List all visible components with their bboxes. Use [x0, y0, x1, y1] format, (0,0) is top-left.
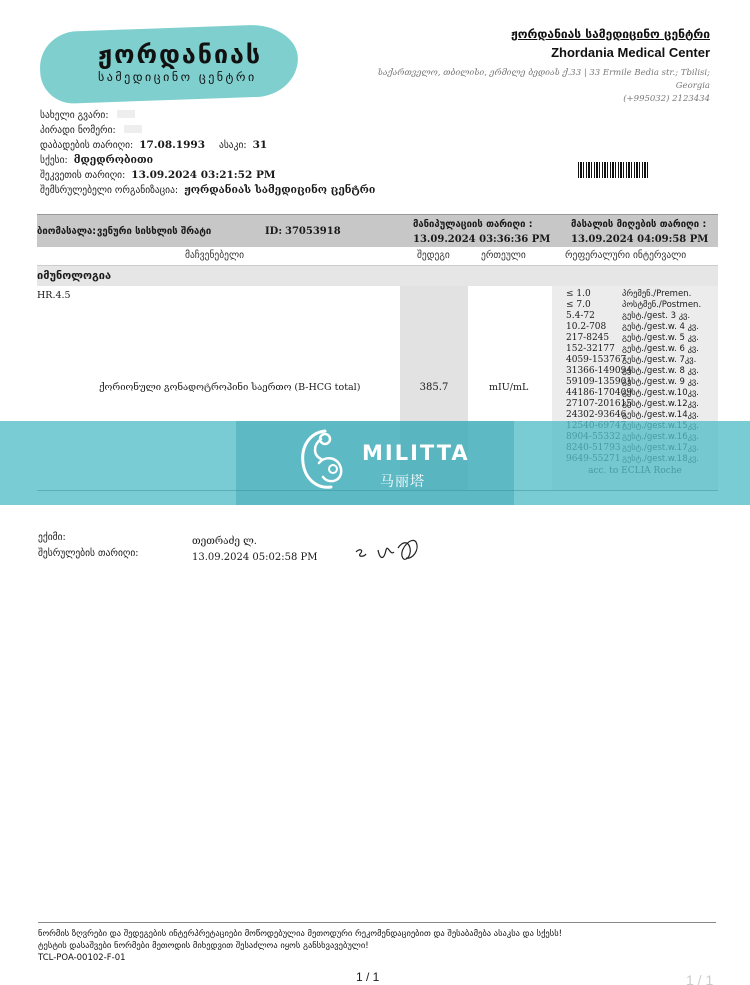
watermark-mother-child-icon [295, 425, 353, 495]
manip-date-value: 13.09.2024 03:36:36 PM [413, 234, 551, 245]
column-headers [37, 247, 718, 266]
dob-value: 17.08.1993 [139, 139, 206, 151]
reference-label: გესტ./gest.w.10კვ. [622, 388, 699, 398]
age-label: ასაკი: [219, 140, 247, 151]
reference-line [552, 300, 718, 311]
name-label: სახელი გვარი: [40, 110, 109, 121]
test-code: HR.4.5 [37, 290, 71, 301]
table-header-band [37, 214, 718, 247]
order-date-label: შეკვეთის თარიღი: [40, 170, 126, 181]
test-unit: mIU/mL [489, 382, 529, 393]
sample-label: ბიომასალა: [37, 226, 97, 237]
reference-label: გესტ./gest.w. 8 კვ. [622, 366, 699, 376]
reference-range: 152-32177 [566, 344, 615, 354]
reference-label: გესტ./gest.w.12კვ. [622, 399, 699, 409]
watermark-brand-cn: 马丽塔 [380, 474, 425, 490]
reference-label: პოსტმენ./Postmen. [622, 300, 702, 310]
exec-date-value: 13.09.2024 05:02:58 PM [192, 552, 318, 563]
section-immunology: იმუნოლოგია [37, 266, 718, 286]
id-label: პირადი ნომერი: [40, 125, 116, 136]
page-number-ghost: 1 / 1 [686, 972, 714, 985]
reference-range: ≤ 7.0 [566, 300, 591, 310]
reference-line [552, 388, 718, 399]
doctor-signature [350, 530, 436, 570]
reference-line [552, 366, 718, 377]
reference-range: 27107-201615 [566, 399, 633, 409]
reference-line [552, 377, 718, 388]
footer-note-1: ნორმის ზღვრები და შედეგების ინტერპრეტაციები მოწოდებულია მეთოდური რეკომენდაციებით და შესაბამება ასაკსა და სქესს! [38, 929, 563, 939]
redacted-id [124, 125, 142, 133]
reference-label: გესტ./gest.w. 4 კვ. [622, 322, 699, 332]
org-address: საქართველო, თბილისი, ერმილე ბედიას ქ.33 | 33 Ermile Bedia str.; Tbilisi; Georgia [377, 68, 710, 91]
org-label: შემსრულებელი ორგანიზაცია: [40, 185, 179, 196]
reference-range: 217-8245 [566, 333, 610, 343]
doctor-value: თეთრაძე ლ. [192, 536, 257, 547]
reference-label: გესტ./gest.w. 6 კვ. [622, 344, 699, 354]
col-indicator: მაჩვენებელი [185, 250, 245, 261]
org-value: ჟორდანიას სამედიცინო ცენტრი [184, 184, 376, 196]
manip-date-label: მანიპულაციის თარიღი : [413, 219, 533, 230]
reference-label: გესტ./gest.w. 7კვ. [622, 355, 697, 365]
id-label: ID: [265, 226, 283, 237]
logo-title: ჟორდანიას [98, 40, 263, 69]
watermark-brand: MILITTA [362, 441, 470, 465]
reference-label: გესტ./gest.w. 5 კვ. [622, 333, 699, 343]
reference-label: გესტ./gest.w.14კვ. [622, 410, 699, 420]
reference-line [552, 289, 718, 300]
document-code: TCL-POA-00102-F-01 [38, 953, 126, 963]
sex-label: სქესი: [40, 155, 68, 166]
footer-divider [38, 922, 716, 923]
reference-line [552, 355, 718, 366]
redacted-name [117, 110, 135, 118]
reference-label: გესტ./gest. 3 კვ. [622, 311, 691, 321]
footer-notes [38, 928, 562, 964]
patient-info [40, 108, 440, 198]
reference-range: 5.4-72 [566, 311, 595, 321]
exec-date-label: შესრულების თარიღი: [38, 548, 139, 559]
reference-range: ≤ 1.0 [566, 289, 591, 299]
doctor-label: ექიმი: [38, 532, 66, 543]
id-value: 37053918 [285, 226, 341, 237]
org-name-english: Zhordania Medical Center [551, 45, 710, 60]
org-phone: (+995032) 2123434 [623, 94, 710, 104]
reference-line [552, 344, 718, 355]
org-name-georgian: ჟორდანიას სამედიცინო ცენტრი [511, 27, 710, 41]
received-date-label: მასალის მიღების თარიღი : [571, 219, 707, 230]
org-address-block [370, 67, 710, 106]
reference-line [552, 399, 718, 410]
order-date-value: 13.09.2024 03:21:52 PM [131, 169, 276, 181]
age-value: 31 [252, 139, 268, 151]
col-reference: რეფერალური ინტერვალი [565, 250, 687, 261]
test-result: 385.7 [419, 382, 449, 393]
reference-range: 59109-135901 [566, 377, 633, 387]
reference-line [552, 322, 718, 333]
barcode [578, 162, 648, 178]
test-name: ქორიონული გონადოტროპინი საერთო (B-HCG total) [99, 382, 361, 393]
reference-range: 44186-170409 [566, 388, 633, 398]
received-date-value: 13.09.2024 04:09:58 PM [571, 234, 709, 245]
page-number: 1 / 1 [356, 970, 380, 984]
reference-line [552, 333, 718, 344]
logo-subtitle: სამედიცინო ცენტრი [98, 70, 257, 84]
reference-range: 10.2-708 [566, 322, 607, 332]
dob-label: დაბადების თარიღი: [40, 140, 134, 151]
reference-label: პრემენ./Premen. [622, 289, 692, 299]
reference-line [552, 311, 718, 322]
footer-note-2: ტესტის დასაშვები ნორმები მეთოდის მიხედვით შესაძლოა იყოს განსხვავებული! [38, 941, 369, 951]
sample-value: ვენური სისხლის შრატი [97, 226, 212, 237]
reference-label: გესტ./gest.w. 9 კვ. [622, 377, 699, 387]
reference-range: 31366-149094 [566, 366, 633, 376]
col-result: შედეგი [417, 250, 450, 261]
reference-line [552, 410, 718, 421]
reference-range: 4059-153767 [566, 355, 627, 365]
col-unit: ერთეული [481, 250, 526, 261]
sex-value: მდედრობითი [73, 154, 154, 166]
reference-range: 24302-93646 [566, 410, 627, 420]
